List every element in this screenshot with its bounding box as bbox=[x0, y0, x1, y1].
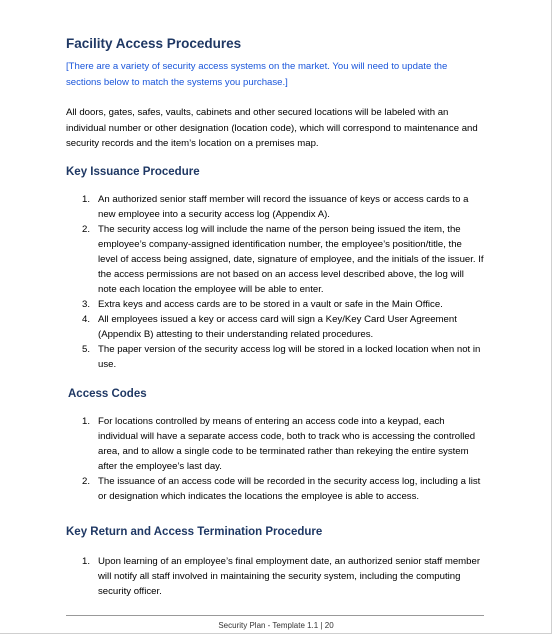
page-footer: Security Plan - Template 1.1 | 20 bbox=[218, 621, 334, 630]
list-item: 5. The paper version of the security access log will be stored in a locked location when not in use. bbox=[82, 343, 481, 370]
section-heading-key-return: Key Return and Access Termination Procedure bbox=[66, 525, 323, 538]
list-item: 2. The issuance of an access code will be recorded in the security access log, including a list or designation which indicates the locations the employee is able to access. bbox=[82, 475, 481, 502]
section-heading-access-codes: Access Codes bbox=[68, 387, 147, 400]
intro-paragraph: All doors, gates, safes, vaults, cabinets and other secured locations will be labeled with an individual number or other designation (location code), which will correspond to maintenance and security records and the item’s location on a premises map. bbox=[66, 107, 478, 149]
list-item: 1. For locations controlled by means of entering an access code into a keypad, each individual will have a separate access code, both to track who is accessing the controlled area, and to allow a single code to be terminated rather than rekeying the entire system after the employee’s last day. bbox=[82, 415, 476, 472]
page-title: Facility Access Procedures bbox=[66, 36, 242, 51]
instruction-note: [There are a variety of security access systems on the market. You will need to update the sections below to match the systems you purchase.] bbox=[66, 61, 448, 88]
list-item: 1. An authorized senior staff member will record the issuance of keys or access cards to a new employee into a security access log (Appendix A). bbox=[82, 193, 469, 220]
list-item: 3. Extra keys and access cards are to be stored in a vault or safe in the Main Office. bbox=[82, 298, 443, 310]
list-item: 4. All employees issued a key or access card will sign a Key/Key Card User Agreement (Appendix B) attesting to their understanding related procedures. bbox=[82, 313, 457, 340]
list-item: 2. The security access log will include the name of the person being issued the item, the employee’s company-assigned identification number, the employee’s position/title, the level of access being assigned, date, signature of employee, and the initials of the issuer. If the access permissions are not based on an access level described above, the log will note each location the employee will be able to enter. bbox=[82, 223, 484, 295]
page-content bbox=[66, 36, 484, 599]
key-issuance-list bbox=[66, 192, 484, 372]
key-return-list bbox=[66, 554, 484, 599]
list-item: 1. Upon learning of an employee’s final employment date, an authorized senior staff member will notify all staff involved in maintaining the security system, including the computing security officer. bbox=[82, 555, 481, 597]
footer-divider bbox=[66, 615, 484, 616]
section-heading-key-issuance: Key Issuance Procedure bbox=[66, 165, 200, 178]
access-codes-list bbox=[66, 414, 484, 504]
